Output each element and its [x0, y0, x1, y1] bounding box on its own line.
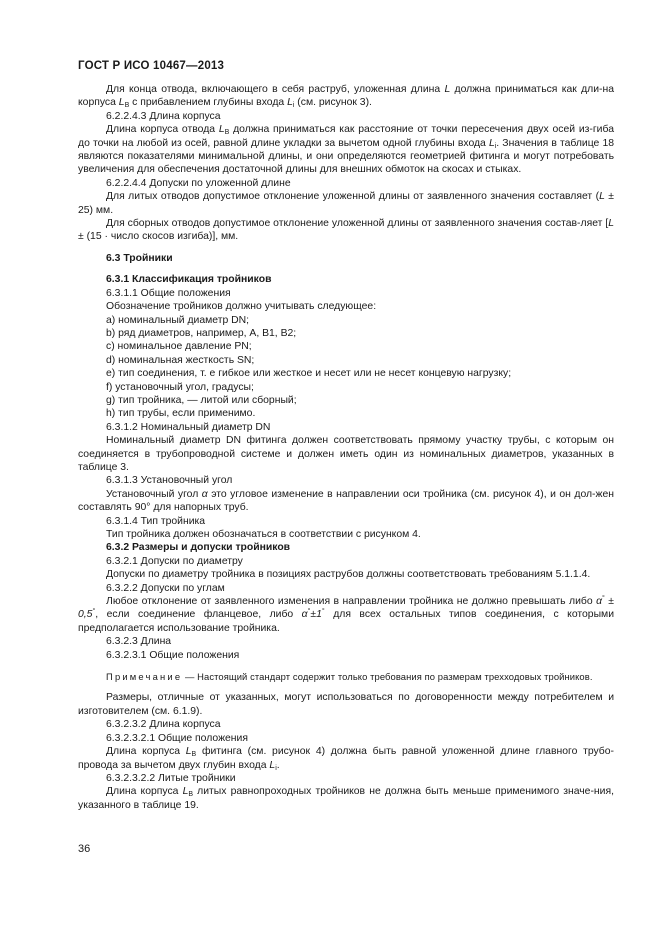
- list-item: a) номинальный диаметр DN;: [106, 314, 250, 326]
- paragraph-setting-angle: Установочный угол α это угловое изменение в направлении оси тройника (см. рисунок 4), и он дол-жен составлять 90° для напорных труб.: [78, 488, 614, 514]
- paragraph-tee-body-length: Длина корпуса $L_B$ фитинга (см. рисунок 4) должна быть равной уложенной длине главного трубо-провода за вычетом двух глубин входа $L_i$.: [78, 746, 614, 772]
- list-item: d) номинальная жесткость SN;: [106, 354, 255, 366]
- section-heading-6-3-1: 6.3.1 Классификация тройников: [106, 274, 272, 286]
- document-body: [78, 83, 614, 812]
- section-heading-6-2-2-4-3: 6.2.2.4.3 Длина корпуса: [106, 110, 221, 122]
- paragraph-bend-laid-length: Для конца отвода, включающего в себя раструб, уложенная длина L должна приниматься как дли-на корпуса $L_B$ с прибавлением глубины входа $L_i$ (см. рисунок 3).: [78, 84, 615, 110]
- section-heading-6-3-2-3-1: 6.3.2.3.1 Общие положения: [106, 649, 240, 661]
- paragraph-diameter-tolerance: Допуски по диаметру тройника в позициях раструбов должны соответствовать требованиям 5.1.1.4.: [106, 569, 591, 581]
- section-heading-6-3: 6.3 Тройники: [106, 252, 173, 264]
- list-item: g) тип тройника, — литой или сборный;: [106, 394, 297, 406]
- section-heading-6-3-2-1: 6.3.2.1 Допуски по диаметру: [106, 555, 243, 567]
- section-heading-6-3-1-1: 6.3.1.1 Общие положения: [106, 287, 231, 299]
- paragraph-cast-tees: Длина корпуса $L_B$ литых равнопроходных тройников не должна быть меньше применимого значе-ния, указанного в таблице 19.: [78, 786, 614, 811]
- note-label: Примечание: [106, 671, 183, 683]
- section-heading-6-3-2-3: 6.3.2.3 Длина: [106, 636, 172, 648]
- note: Примечание — Настоящий стандарт содержит только требования по размерам трехходовых тройников.: [106, 671, 593, 683]
- paragraph-tee-type: Тип тройника должен обозначаться в соответствии с рисунком 4.: [106, 529, 421, 540]
- section-heading-6-3-2-3-2-2: 6.3.2.3.2.2 Литые тройники: [106, 772, 236, 784]
- section-heading-6-3-1-3: 6.3.1.3 Установочный угол: [106, 475, 233, 487]
- section-heading-6-3-1-4: 6.3.1.4 Тип тройника: [106, 515, 206, 527]
- section-heading-6-2-2-4-4: 6.2.2.4.4 Допуски по уложенной длине: [106, 177, 291, 189]
- paragraph-tee-designation: Обозначение тройников должно учитывать следующее:: [106, 301, 377, 313]
- paragraph-bend-body-length: Длина корпуса отвода $L_B$ должна приниматься как расстояние от точки пересечения двух осей из-гиба до точки на любой из осей, равной длине укладки за вычетом одной глубины входа $L_i$. Значения в таблице 18 являются показателями минимальной длины, и они определяются геометрией фитинга и могут потребовать увеличения для обеспечения достаточной длины для внешних обмоток на скосах и стыках.: [78, 124, 615, 176]
- paragraph-nominal-diameter: Номинальный диаметр DN фитинга должен соответствовать прямому участку трубы, с которым он соединяется в трубопроводной системе и должен иметь один из номинальных диаметров, указанных в таблице 3.: [78, 435, 614, 473]
- list-item: e) тип соединения, т. е гибкое или жесткое и несет или не несет концевую нагрузку;: [106, 368, 512, 380]
- document-header: ГОСТ Р ИСО 10467—2013: [78, 60, 225, 72]
- paragraph-cast-bend-tolerance: Для литых отводов допустимое отклонение уложенной длины от заявленного значения составляет (L ± 25) мм.: [78, 191, 614, 216]
- section-heading-6-3-2: 6.3.2 Размеры и допуски тройников: [106, 542, 291, 554]
- paragraph-other-dimensions: Размеры, отличные от указанных, могут использоваться по договоренности между потребителем и изготовителем (см. 6.1.9).: [78, 692, 614, 717]
- list-item: b) ряд диаметров, например, A, B1, B2;: [106, 327, 297, 339]
- list-item: f) установочный угол, градусы;: [106, 381, 254, 393]
- section-heading-6-3-2-3-2-1: 6.3.2.3.2.1 Общие положения: [106, 732, 248, 744]
- paragraph-fabricated-bend-tolerance: Для сборных отводов допустимое отклонение уложенной длины от заявленного значения состав-ляет [L ± (15 · число скосов изгиба)], мм.: [78, 218, 614, 243]
- section-heading-6-3-1-2: 6.3.1.2 Номинальный диаметр DN: [106, 421, 271, 433]
- list-item: c) номинальное давление PN;: [106, 341, 252, 353]
- page-number: 36: [78, 843, 91, 855]
- list-item: h) тип трубы, если применимо.: [106, 408, 256, 420]
- section-heading-6-3-2-2: 6.3.2.2 Допуски по углам: [106, 582, 225, 594]
- section-heading-6-3-2-3-2: 6.3.2.3.2 Длина корпуса: [106, 719, 221, 731]
- paragraph-angle-tolerance: Любое отклонение от заявленного изменения в направлении тройника не должно превышать либо α° ± 0,5°, если соединение фланцевое, либо α°±1° для всех остальных типов соединения, с которыми предполагается использование тройника.: [78, 595, 615, 634]
